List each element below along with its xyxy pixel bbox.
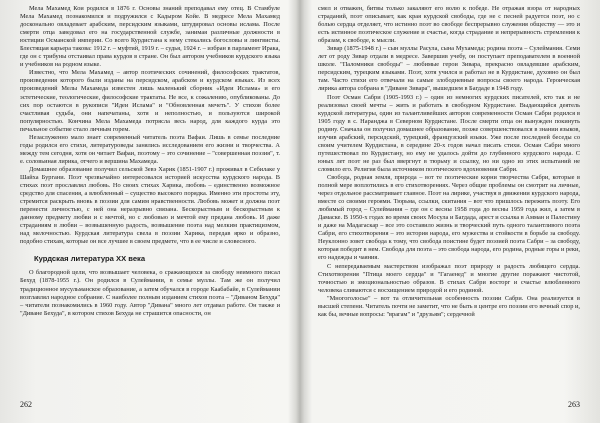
- paragraph: Поэт Осман Сабри (1905-1993 г.) – один из немногих курдских писателей, кто так и не реализовал своей мечты – жить и работать в свободном Курдистане. Выдающийся деятель курдской литературы, один из талантливейших авторов современности Осман Сабри родился в 1905 году в с. Наранджа в Северном Курдистане. После смерти отца он вынужден покинуть родину. Сначала он получил домашнее образование, позже совершенствовался в знании языков, изучив арабский, персидский, турецкий, французский языки. Уже после последней беседы со своим учителем Курдистана, в середине 20-х годов начал писать стихи. Осман Сабри много путешествовал по Курдистану, но ему не удалось дойти до глубинного курдского народа. С юных лет поэт не раз был ввергнут в тюрьму и ссылку, но ни одно из этих испытаний не сломило его. Религия была источником поэтического вдохновения Сабри.: [318, 93, 580, 173]
- paragraph: Свобода, родная земля, природа – вот те поэтические корни творчества Сабри, которые в полной мере воплотились в его стихотворениях. Через общие проблемы он смотрит на личные, через отдельное рассматривает главное. Поэт на лирике, участвуя в движении курдского народа, вместе со своими героями. Тюрьма, ссылки, скитания – вот что пришлось пережить поэту. Его любимый город – Сулеймания – где он с весны 1958 года до весны 1959 года жил, а затем в Дамаске. В 1950-х годах во время своих Мосула и Багдада, арест и ссылка в Амман и Палестину и даже на Мадагаскар – все это составило жизнь и творческий путь одного талантливого поэта Сабри, его стихотворения – это история народа, его мужества и стойкости в борьбе за свободу. Неуклонно зовет свобода к тому, что свобода поистине будет поэзией поэта Сабри – за свободу, которая победит в нем. Свобода для поэта – это свобода народа, его родина, родные горы и реки, его надежды и чаяния.: [318, 173, 580, 262]
- left-page: [0, 0, 296, 423]
- paragraph: "Многоголосье" – вот та отличительная особенность поэзии Сабри. Она реализуется в высшей степени. Читатель почти не заметит, что не быть в центре его поэзии его вечный спор и, как бы, вечные вопросы: "врагам" и "друзьям"; сердечной: [318, 294, 580, 318]
- page-number: 263: [568, 400, 580, 409]
- right-page: [304, 0, 600, 423]
- paragraph: Известно, что Мела Махамед – автор поэтических сочинений, философских трактатов, произведения которого были изданы на персидском, арабском и курдском языках. Из всех произведений Мелы Махамеда известен лишь маленький сборник «Идеи Ислама» и его эстетические, теологические, философские трактаты. Не все, к сожалению, опубликованы. До сих пор остаются в рукописи "Идеи Ислама" и "Обновленная мечеть". У стихов более счастливая судьба, они напечатаны, хотя и неполностью, и пользуются широкой популярностью. Кончина Мела Махамеда потрясла весь народ, для каждого курда это печальное событие стало личным горем.: [20, 69, 280, 133]
- paragraph: Мела Махамед Кои родился в 1876 г. Основы знаний преподавал ему отец. В Стамбуле Мела Махамед познакомился и подружился с Кадыром Койе. В медресе Мела Махамед досконально овладевает арабским, персидским языками, штудировал основы ислама. После смерти отца заведовал его на государственной службе, занимая различные должности в юстиции Османской империи. Со всего Курдистана к нему стекались богословы и лингвисты. Блестящая карьера такова: 1912 г. – муфтий, 1919 г. – судья, 1924 г. – избран в парламент Ирака, где он с трибуны отстаивал права курдов в стране. Он был автором учебников курдского языка и учебников на родном языке.: [20, 5, 280, 69]
- paragraph: О благородной цели, что возвышает человека, о сражающихся за свободу неимного писал Бехуд (1878-1955 г.). Он родился в Сулеймании, в семье муллы. Там же он получил традиционное мусульманское образование, а затем обучался в городе Каабабайе, в Сулеймании возглавлял народное собрание. С наиболее полным изданием стихов поэта – "Диваном Бехуда" – читатели познакомились в 1960 году. Автор "Дивана" много лет отдавал работе. Он также и "Диване Бехуда", в котором стихов Бехуда не страшится опасности, он: [20, 269, 280, 317]
- right-text-column: [318, 5, 580, 319]
- paragraph: С непередаваемым мастерством изображал поэт природу и радость любящего сердца. Стихотворения "Птица моего сердца" и "Гагаенед" и многие другие поражают чистотой, точностью и эмоциональностью образов. В стихах Сабри восторг и счастье влюбленного человека сливаются с восхищением природой и его родиной.: [318, 262, 580, 294]
- section-heading: Курдская литература XX века: [34, 254, 146, 264]
- paragraph: Незаслуженно мало знает современный читатель поэта Вафаи. Лишь в семье последние годы родился его стихи, литературоведы занялись исследованием его жизни и творчества. А между тем сегодня, хотя он читает Вафаи, поэтому – это сочинение – "совершенная поэзия", т. е. соловьиная лирика, отчего и вершина Махамеда.: [20, 133, 280, 165]
- paragraph: Домашнее образование получил сельской Зевэ Харик (1851-1907 г.) проживал в Себилаке у Шайха Бургани. Поэт чрезвычайно интересовался историей искусства курдского народа. В стихах поэт прославлял любовь. Но своих стихах Харика, любовь – единственно возможное средство для спасения, а влюбленный – существо высокого порядка. Именно эти простоты эту, стремится раскрыть вновь в поэзии для самим нравственности. Любовь может и должна поэт перенести личностью, с ней она неразрывно связана. Бескорыстным и бескорыстным к данному предмету любви и с мечтой, но с любовью и мечтой ему предана любовь. И даже страданиям в любви – возвышенную радость, возвышение поэта над мелким практицизмом, над мелочностью. Курдская литература свела в поэзии Харика, передав ярко и образно, подобно стихам, которые он все лучшее в своем предмете, что в ее числе и словесного.: [20, 165, 280, 246]
- paragraph: смел и отважен, битвы только закаляют его волю к победе. Не отражая взора от народных страданий, поэт описывает, как края курдской свободы, где не с песней радуется поэт, но с болью сердца отделяет, что истинно поэт во свободе беспрерывно служения обществу — это и есть истинное поэтическое служение и счастье, когда страдание и непрерывность стремления к образам, к свободе, к мысли.: [318, 5, 580, 45]
- left-text-column: [20, 5, 280, 318]
- page-number: 262: [20, 400, 32, 409]
- book-gutter: [296, 0, 304, 423]
- paragraph: Зивар (1875-1948 г.) – сын муллы Расула, сына Мухамеда; родина поэта – Сулеймания. Семи лет от роду Зивар отдали в медресе. Завершив учебу, он поступает преподавателем в военной школе. "Паломники свободы" – любимые герои Зивара, прекрасно овладевшие арабским, персидским, турецким языками. Поэт, хотя учился и работал не в Курдистане, духовно он был там. Часто стихи его отвечали на самые злободневные вопросы своего народа. Героическая лирика автора собрана в "Диване Зивара", вышедшем в Багдаде в 1948 году.: [318, 45, 580, 93]
